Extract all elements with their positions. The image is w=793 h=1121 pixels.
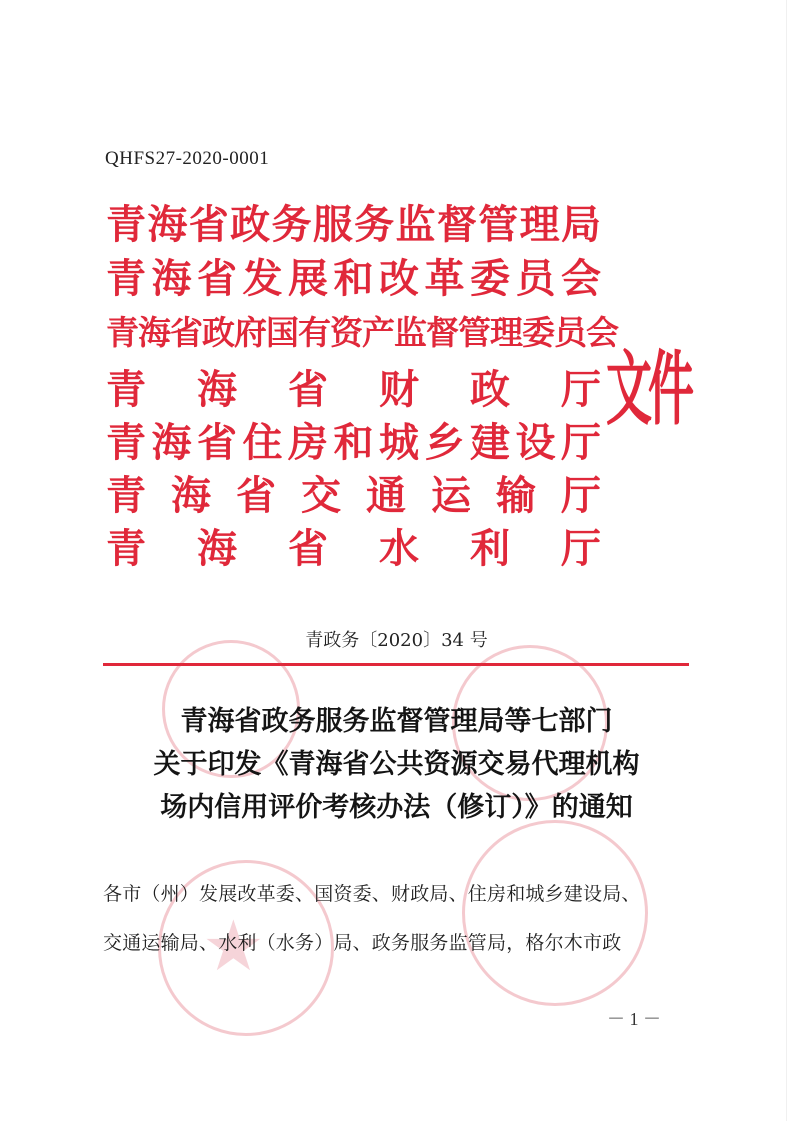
issuer-line — [106, 200, 601, 250]
issuer-char: 省 — [288, 525, 328, 572]
issuer-char: 省 — [288, 366, 328, 413]
issuer-char: 和 — [333, 419, 374, 466]
issuer-line — [106, 308, 618, 358]
issuer-char: 改 — [379, 255, 419, 302]
issuer-char: 员 — [554, 313, 586, 352]
issuer-char: 务 — [271, 201, 312, 248]
body-line-1: 各市（州）发展改革委、国资委、财政局、住房和城乡建设局、 — [103, 883, 641, 905]
issuer-char: 海 — [138, 313, 170, 352]
issuer-char: 督 — [436, 201, 477, 248]
issuer-char: 运 — [431, 472, 471, 519]
issuer-char: 海 — [197, 525, 237, 572]
issuer-char: 交 — [301, 472, 341, 519]
issuer-line — [106, 524, 601, 574]
issuer-char: 管 — [478, 201, 519, 248]
issuer-line — [106, 254, 601, 304]
document-number: 青政务〔2020〕34 号 — [305, 630, 488, 651]
issuer-char: 会 — [586, 313, 618, 352]
issuer-line — [106, 471, 601, 521]
issuer-line — [106, 365, 601, 415]
issuer-char: 和 — [333, 255, 374, 302]
title-line-1: 青海省政务服务监督管理局等七部门 — [180, 706, 613, 737]
issuer-char: 务 — [354, 201, 395, 248]
page-number: － 1 － — [607, 1009, 661, 1029]
issuer-char: 省 — [170, 313, 202, 352]
issuer-char: 海 — [197, 366, 237, 413]
issuer-char: 设 — [515, 419, 556, 466]
issuer-char: 青 — [106, 313, 138, 352]
issuer-char: 政 — [470, 366, 510, 413]
issuer-char: 青 — [106, 201, 146, 248]
issuer-char: 利 — [470, 525, 510, 572]
issuer-char: 省 — [197, 419, 237, 466]
issuer-char: 乡 — [424, 419, 465, 466]
issuer-char: 督 — [426, 313, 458, 352]
issuer-char: 省 — [236, 472, 276, 519]
issuer-char: 理 — [519, 201, 560, 248]
issuer-char: 水 — [379, 525, 419, 572]
issuer-line — [106, 418, 601, 468]
issuer-char: 监 — [395, 201, 436, 248]
issuer-char: 监 — [394, 313, 426, 352]
issuer-char: 青 — [106, 472, 146, 519]
issuer-char: 展 — [288, 255, 328, 302]
issuer-char: 管 — [458, 313, 490, 352]
issuer-char: 产 — [362, 313, 394, 352]
issuer-char: 厅 — [561, 472, 601, 519]
issuer-char: 局 — [560, 201, 601, 248]
issuer-char: 有 — [298, 313, 330, 352]
issuer-char: 政 — [202, 313, 234, 352]
title-line-3: 场内信用评价考核办法（修订）》的通知 — [160, 792, 633, 823]
document-label: 文件 — [606, 341, 690, 437]
issuer-char: 政 — [230, 201, 271, 248]
issuer-char: 委 — [470, 255, 510, 302]
issuer-char: 员 — [515, 255, 556, 302]
issuer-char: 府 — [234, 313, 266, 352]
issuer-char: 厅 — [561, 525, 601, 572]
issuer-char: 海 — [151, 419, 192, 466]
issuer-char: 城 — [379, 419, 419, 466]
issuer-char: 国 — [266, 313, 298, 352]
issuer-char: 省 — [188, 201, 229, 248]
issuer-char: 海 — [151, 255, 192, 302]
issuer-char: 住 — [242, 419, 283, 466]
document-id: QHFS27-2020-0001 — [105, 148, 270, 169]
issuer-char: 委 — [522, 313, 554, 352]
issuer-char: 革 — [424, 255, 465, 302]
issuer-char: 青 — [106, 419, 146, 466]
issuer-char: 建 — [470, 419, 510, 466]
issuer-char: 输 — [496, 472, 536, 519]
issuer-char: 青 — [106, 525, 146, 572]
issuer-char: 厅 — [561, 419, 601, 466]
issuer-char: 青 — [106, 255, 146, 302]
issuer-char: 会 — [561, 255, 601, 302]
issuer-char: 发 — [242, 255, 283, 302]
issuer-char: 资 — [330, 313, 362, 352]
issuer-char: 省 — [197, 255, 237, 302]
issuer-char: 理 — [490, 313, 522, 352]
issuer-char: 房 — [288, 419, 328, 466]
issuer-char: 财 — [379, 366, 419, 413]
body-line-2: 交通运输局、水利（水务）局、政务服务监管局，格尔木市政 — [103, 932, 622, 954]
issuer-char: 服 — [312, 201, 353, 248]
issuer-char: 海 — [147, 201, 188, 248]
notice-title — [0, 700, 793, 829]
notice-body — [103, 870, 703, 968]
issuer-char: 海 — [171, 472, 211, 519]
issuer-char: 通 — [366, 472, 406, 519]
seal-star-icon: ★ — [202, 905, 265, 987]
issuer-char: 厅 — [561, 366, 601, 413]
issuer-char: 青 — [106, 366, 146, 413]
scan-edge — [786, 0, 787, 1121]
title-line-2: 关于印发《青海省公共资源交易代理机构 — [153, 749, 640, 780]
